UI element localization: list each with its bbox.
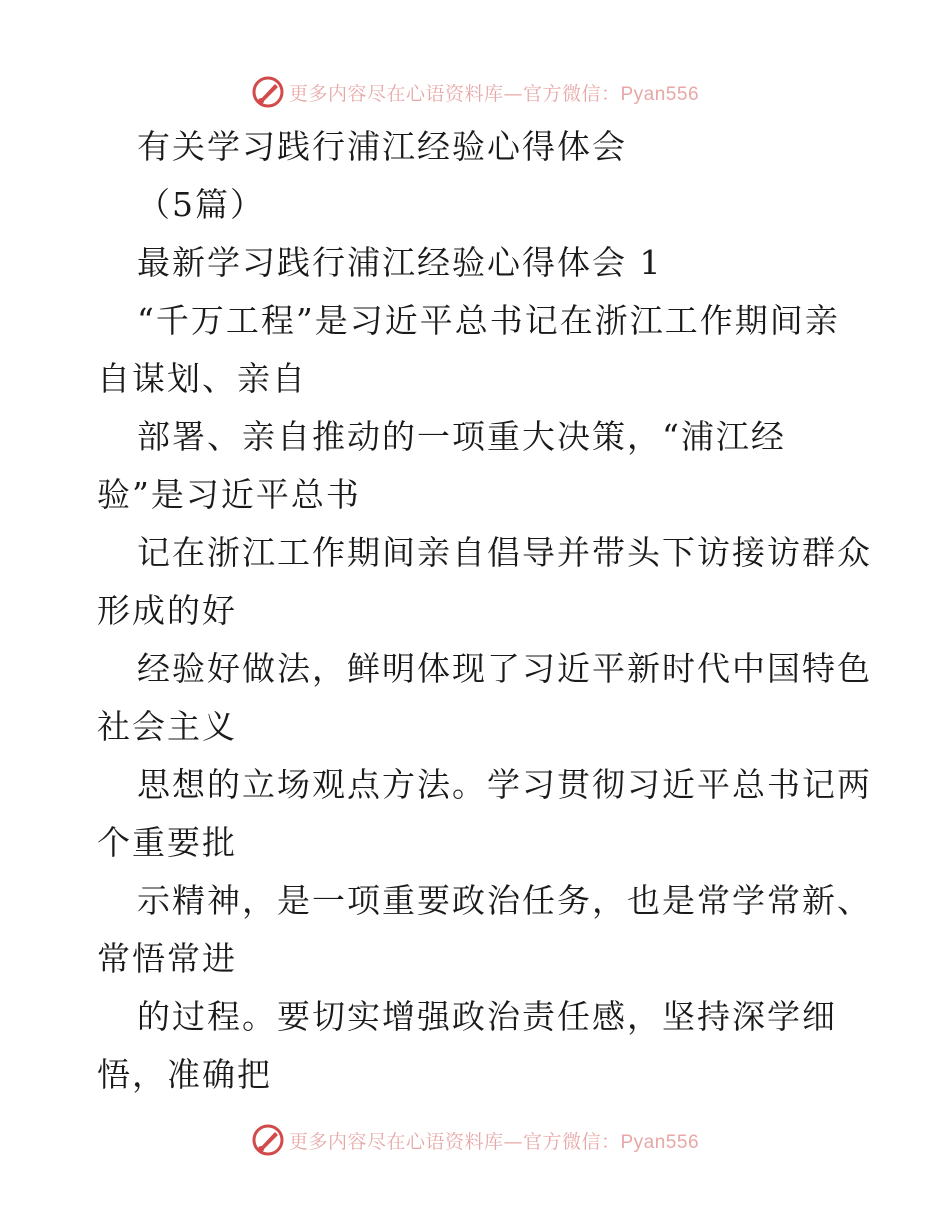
paragraph-line: 常悟常进: [97, 939, 237, 978]
paragraph-line: 最新学习践行浦江经验心得体会 1: [137, 243, 663, 282]
paragraph-line: 的过程。要切实增强政治责任感，坚持深学细: [137, 997, 837, 1036]
watermark-wechat-id: Pyan556: [620, 83, 700, 105]
watermark-text: [289, 1127, 699, 1154]
paragraph-line: 个重要批: [97, 823, 237, 862]
paragraph-line: 示精神，是一项重要政治任务，也是常学常新、: [137, 881, 872, 920]
footer-watermark: [0, 1120, 950, 1160]
paragraph-line: 部署、亲自推动的一项重大决策，“浦江经: [137, 417, 786, 456]
paragraph-line: 形成的好: [97, 591, 237, 630]
watermark-text-cn: 更多内容尽在心语资料库—官方微信：: [288, 1130, 621, 1153]
watermark-text: [289, 79, 699, 106]
document-subtitle: （5篇）: [137, 185, 265, 224]
paragraph-line: 记在浙江工作期间亲自倡导并带头下访接访群众: [137, 533, 872, 572]
paragraph-line: 思想的立场观点方法。学习贯彻习近平总书记两: [137, 765, 872, 804]
paragraph-line: 社会主义: [97, 707, 237, 746]
header-watermark: [0, 72, 950, 112]
watermark-text-cn: 更多内容尽在心语资料库—官方微信：: [288, 82, 621, 105]
brush-logo-icon: [251, 1123, 285, 1157]
paragraph-line: 验”是习近平总书: [97, 475, 361, 514]
paragraph-line: 自谋划、亲自: [97, 359, 307, 398]
paragraph-line: 经验好做法，鲜明体现了习近平新时代中国特色: [137, 649, 872, 688]
paragraph-line: 悟，准确把: [97, 1055, 272, 1094]
watermark-wechat-id: Pyan556: [620, 1131, 700, 1153]
document-body: [97, 118, 872, 1104]
paragraph-line: “千万工程”是习近平总书记在浙江工作期间亲: [137, 301, 840, 340]
brush-logo-icon: [251, 75, 285, 109]
document-title: 有关学习践行浦江经验心得体会: [137, 127, 627, 166]
